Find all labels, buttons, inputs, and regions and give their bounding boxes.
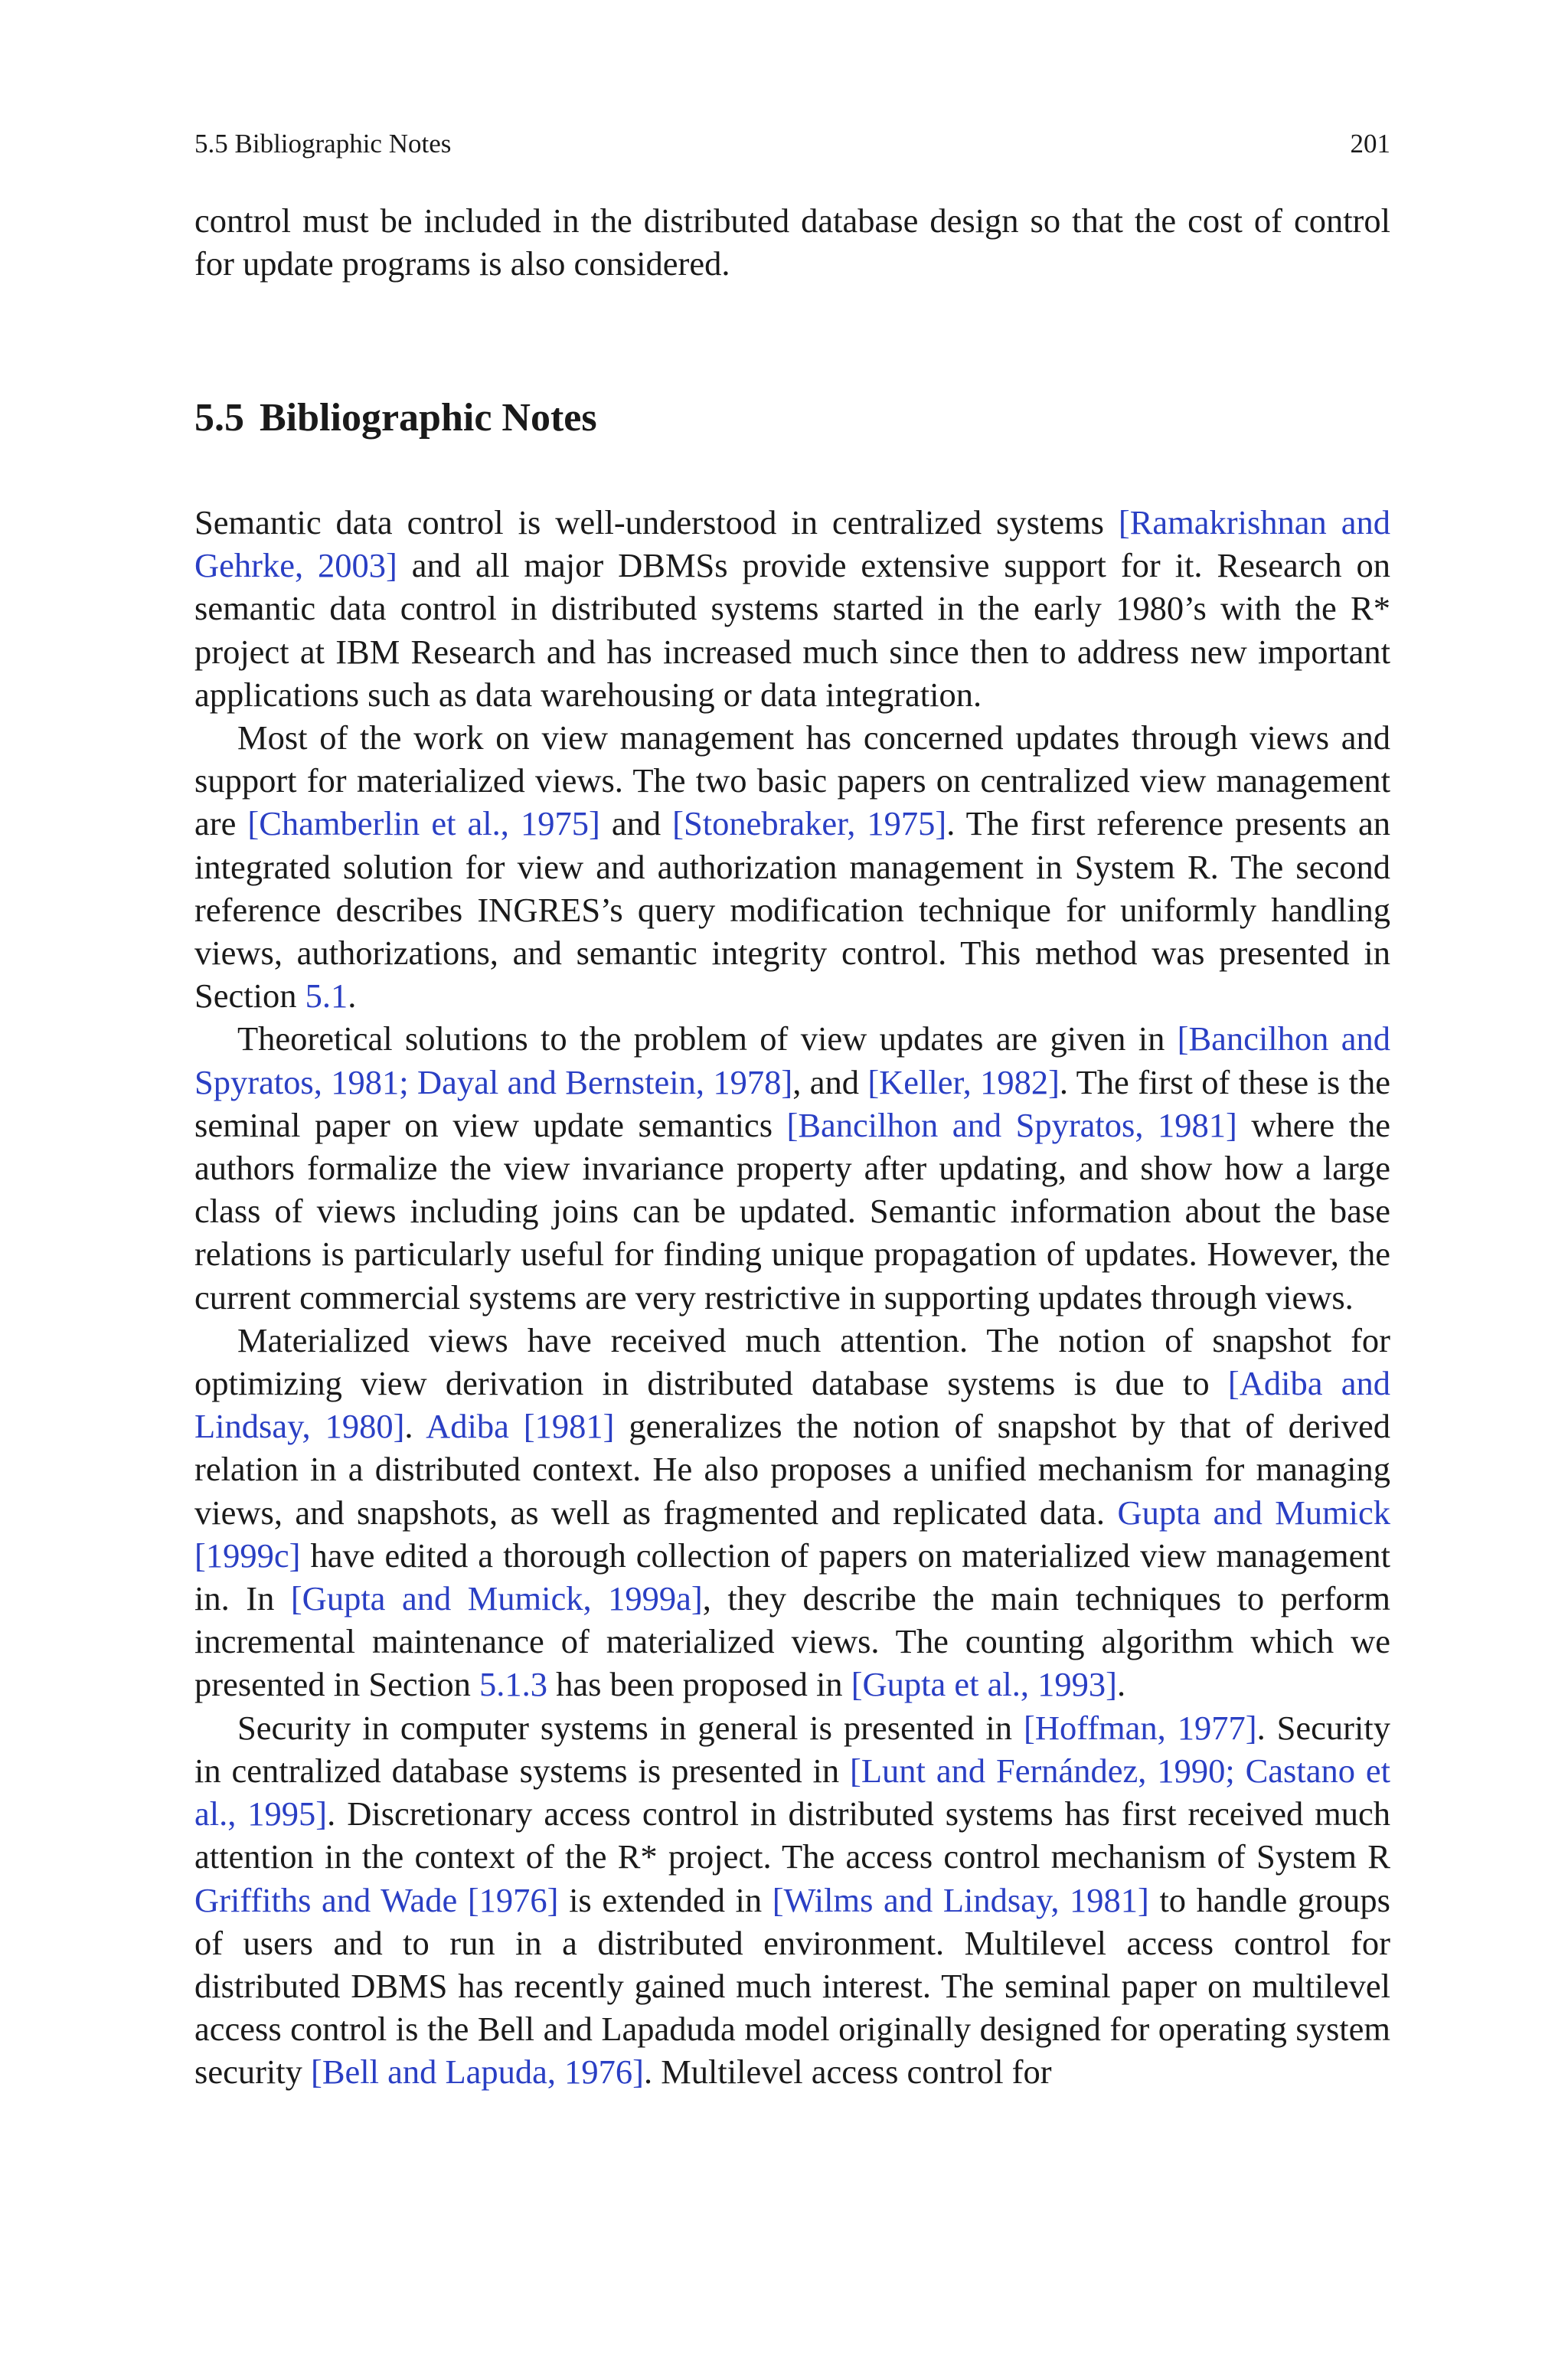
paragraph — [194, 1706, 1390, 2094]
paragraph-text: . Multilevel access control for — [643, 2053, 1052, 2092]
citation-link[interactable]: Gupta and Mumick [1999c] — [194, 1493, 1390, 1575]
paragraph-text: . — [404, 1407, 426, 1446]
paragraph-text: , and — [792, 1062, 868, 1101]
section-title: Bibliographic Notes — [260, 396, 597, 440]
citation-link[interactable]: [Gupta and Mumick, 1999a] — [290, 1579, 703, 1618]
continued-paragraph: control must be included in the distributed database design so that the cost of control for update programs is also considered. — [194, 201, 1390, 283]
citation-link[interactable]: [Ramakrishnan and Gehrke, 2003] — [194, 503, 1390, 585]
paragraph-text: Materialized views have received much attention. The notion of snapshot for optimizing view derivation in distributed database systems is due to — [194, 1320, 1390, 1403]
paragraph-text: Most of the work on view management has concerned updates through views and support for materialized views. The two basic papers on centralized view management are — [194, 718, 1390, 843]
running-head — [194, 127, 1390, 161]
paragraph-text: . — [348, 976, 357, 1016]
paragraph-text: and — [599, 804, 673, 843]
paragraph-text: have edited a thorough collection of papers on materialized view management in. In — [194, 1536, 1390, 1618]
section-number: 5.5 — [194, 396, 244, 440]
paragraph — [194, 1017, 1390, 1318]
citation-link[interactable]: Adiba [1981] — [426, 1407, 615, 1446]
citation-link[interactable]: [Lunt and Fernández, 1990; Castano et al., 1995] — [194, 1751, 1390, 1833]
citation-link[interactable]: [Bancilhon and Spyratos, 1981] — [786, 1105, 1237, 1144]
paragraph-text: and all major DBMSs provide extensive support for it. Research on semantic data control in distributed systems started in the early 1980’s with the R* project at IBM Research and has increased much since then to address new important applications such as data warehousing or data integration. — [194, 546, 1391, 714]
paragraph-text: . The first of these is the seminal paper on view update semantics — [194, 1062, 1390, 1144]
section-heading — [194, 394, 1390, 443]
paragraph-text: is extended in — [558, 1880, 773, 1919]
paragraph-text: Security in computer systems in general is presented in — [237, 1708, 1024, 1747]
citation-link[interactable]: [Adiba and Lindsay, 1980] — [194, 1364, 1390, 1446]
paragraph-text: . — [1116, 1665, 1126, 1704]
paragraph-text: . Discretionary access control in distributed systems has first received much attention in the context of the R* project. The access control mechanism of System R — [194, 1794, 1390, 1876]
paragraph-text: . The first reference presents an integrated solution for view and authorization management in System R. The second reference describes INGRES’s query modification technique for uniformly handling views, authorizations, and semantic integrity control. This method was presented in Section — [194, 804, 1390, 1016]
citation-link[interactable]: [Stonebraker, 1975] — [672, 804, 947, 843]
citation-link[interactable]: [Wilms and Lindsay, 1981] — [772, 1880, 1149, 1919]
citation-link[interactable]: Griffiths and Wade [1976] — [194, 1880, 559, 1919]
citation-link[interactable]: [Hoffman, 1977] — [1024, 1708, 1257, 1747]
running-head-section: 5.5 Bibliographic Notes — [194, 129, 452, 159]
paragraph-text: , they describe the main techniques to perform incremental maintenance of materialized views. The counting algorithm which we presented in Section — [194, 1579, 1390, 1704]
paragraph — [194, 1319, 1390, 1706]
paragraph-text: to handle groups of users and to run in a distributed environment. Multilevel access control for distributed DBMS has recently gained much interest. The seminal paper on multilevel access control is the Bell and Lapaduda model originally designed for operating system security — [194, 1880, 1390, 2092]
paragraph-text: . Security in centralized database systems is presented in — [194, 1708, 1390, 1790]
paragraph — [194, 501, 1390, 716]
citation-link[interactable]: [Chamberlin et al., 1975] — [247, 804, 600, 843]
paragraph-text: where the authors formalize the view invariance property after updating, and show how a large class of views including joins can be updated. Semantic information about the base relations is particularly useful for finding unique propagation of updates. However, the current commercial systems are very restrictive in supporting updates through views. — [194, 1105, 1390, 1317]
citation-link[interactable]: [Keller, 1982] — [867, 1062, 1060, 1101]
page-number: 201 — [1350, 129, 1390, 159]
citation-link[interactable]: [Bancilhon and Spyratos, 1981; Dayal and Bernstein, 1978] — [194, 1019, 1390, 1101]
paragraph-text: Theoretical solutions to the problem of view updates are given in — [237, 1019, 1178, 1058]
citation-link[interactable]: 5.1.3 — [479, 1665, 547, 1704]
citation-link[interactable]: 5.1 — [305, 976, 348, 1016]
paragraph-text: generalizes the notion of snapshot by that of derived relation in a distributed context. He also proposes a unified mechanism for managing views, and snapshots, as well as fragmented and replicated data. — [194, 1407, 1391, 1532]
citation-link[interactable]: [Bell and Lapuda, 1976] — [311, 2053, 644, 2092]
bibliographic-notes-body — [194, 501, 1390, 2094]
citation-link[interactable]: [Gupta et al., 1993] — [851, 1665, 1117, 1704]
paragraph-text: has been proposed in — [547, 1665, 851, 1704]
paragraph-text: Semantic data control is well-understood in centralized systems — [194, 503, 1119, 541]
paragraph — [194, 716, 1390, 1017]
